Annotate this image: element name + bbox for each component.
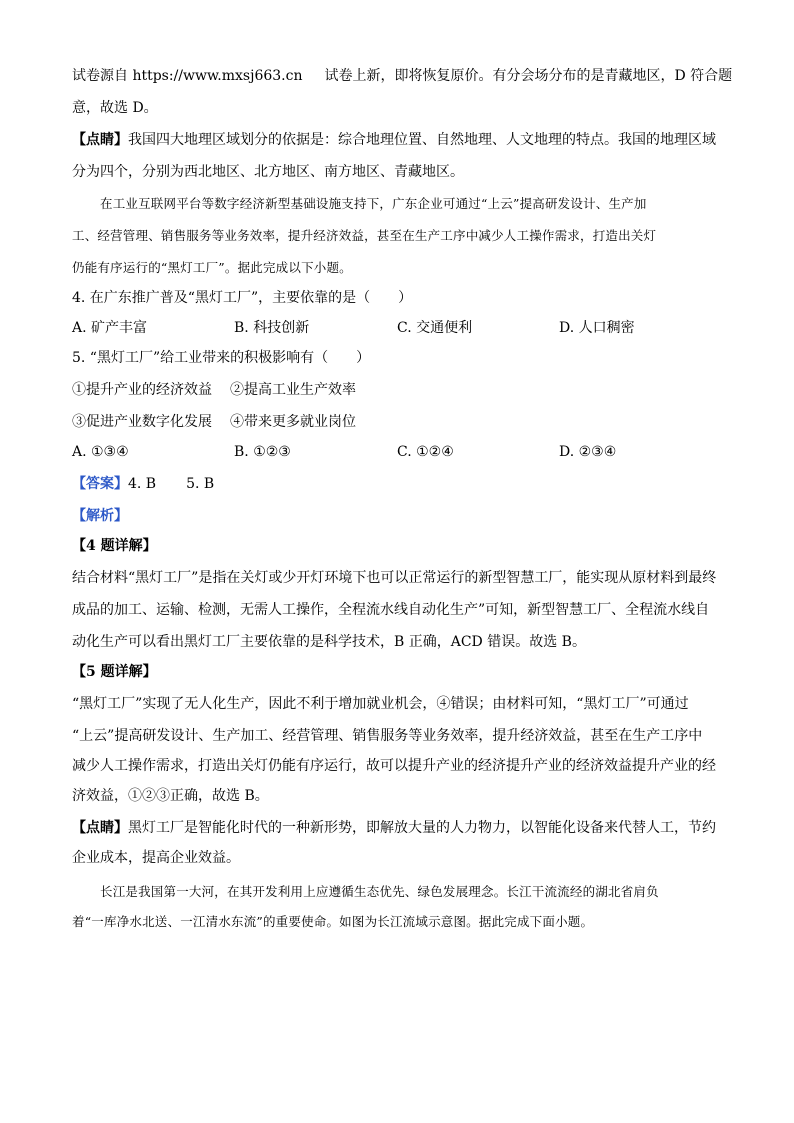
material1-line-2: 工、经营管理、销售服务等业务效率，提升经济效益，甚至在生产工序中减少人工操作需求，打造出关灯 — [72, 228, 657, 243]
detail5-line-1: “黑灯工厂”实现了无人化生产，因此不利于增加就业机会，④错误；由材料可知，“黑灯工厂”可通过 — [72, 696, 689, 712]
q5-item-3: ③促进产业数字化发展 — [72, 414, 212, 430]
note2-text-1: 黑灯工厂是智能化时代的一种新形势，即解放大量的人力物力，以智能化设备来代替人工，节约 — [128, 820, 716, 836]
q4-option-a: A. 矿产丰富 — [72, 320, 148, 336]
detail4-line-2: 成品的加工、运输、检测，无需人工操作，全程流水线自动化生产”可知，新型智慧工厂、全程流水线自 — [72, 602, 710, 618]
q5-option-a: A. ①③④ — [72, 444, 129, 460]
source-prefix: 试卷源自 — [72, 68, 133, 84]
material2-line-1: 长江是我国第一大河，在其开发利用上应遵循生态优先、绿色发展理念。长江干流流经的湖北省肩负 — [100, 884, 659, 899]
material1-line-1: 在工业互联网平台等数字经济新型基础设施支持下，广东企业可通过“上云”提高研发设计、生产加 — [100, 196, 647, 211]
detail5-line-2: “上云”提高研发设计、生产加工、经营管理、销售服务等业务效率，提升经济效益，甚至在生产工序中 — [72, 728, 703, 744]
detail5-line-3: 减少人工操作需求，打造出关灯仍能有序运行，故可以提升产业的经济提升产业的经济效益提升产业的经 — [72, 758, 716, 774]
q4-option-c: C. 交通便利 — [397, 320, 473, 336]
answer-tag: 【答案】 — [72, 476, 128, 492]
q5-item-2: ②提高工业生产效率 — [230, 382, 356, 398]
answer-4: 4. B — [128, 476, 157, 492]
note2-line-2: 企业成本，提高企业效益。 — [72, 850, 240, 866]
detail5-tag: 【5 题详解】 — [72, 664, 157, 680]
detail4-tag: 【4 题详解】 — [72, 538, 157, 554]
note2-tag: 【点睛】 — [72, 820, 128, 836]
detail4-line-3: 动化生产可以看出黑灯工厂主要依靠的是科学技术，B 正确，ACD 错误。故选 B。 — [72, 634, 586, 650]
detail5-line-4: 济效益，①②③正确，故选 B。 — [72, 788, 269, 804]
source-url-link[interactable]: https://www.mxsj663.cn — [132, 68, 303, 84]
q5-option-b: B. ①②③ — [234, 444, 291, 460]
analysis-tag: 【解析】 — [72, 508, 128, 524]
q5-option-d: D. ②③④ — [559, 444, 617, 460]
q5-items-row-2 — [72, 412, 732, 432]
header-text: 试卷上新，即将恢复原价。有分会场分布的是青藏地区，D 符合题 — [324, 68, 733, 84]
q5-item-4: ④带来更多就业岗位 — [230, 414, 356, 430]
answer-5: 5. B — [186, 476, 215, 492]
detail4-line-1: 结合材料“黑灯工厂”是指在关灯或少开灯环境下也可以正常运行的新型智慧工厂，能实现从原材料到最终 — [72, 570, 717, 586]
q4-stem: 4. 在广东推广普及“黑灯工厂”，主要依靠的是（ ） — [72, 290, 413, 306]
q5-item-1: ①提升产业的经济效益 — [72, 382, 212, 398]
material1-line-3: 仍能有序运行的“黑灯工厂”。据此完成以下小题。 — [72, 260, 352, 275]
note2-line-1 — [72, 818, 732, 838]
material2-line-2: 着“一库净水北送、一江清水东流”的重要使命。如图为长江流域示意图。据此完成下面小题。 — [72, 914, 594, 929]
q4-option-d: D. 人口稠密 — [559, 320, 635, 336]
q4-option-b: B. 科技创新 — [234, 320, 310, 336]
header-line-1 — [72, 66, 732, 86]
note1-tag: 【点睛】 — [72, 132, 128, 148]
note1-line-1 — [72, 130, 732, 150]
q5-items-row-1 — [72, 380, 732, 400]
note1-line-2: 分为四个，分别为西北地区、北方地区、南方地区、青藏地区。 — [72, 164, 464, 180]
q5-option-c: C. ①②④ — [397, 444, 454, 460]
note1-text-1: 我国四大地理区域划分的依据是：综合地理位置、自然地理、人文地理的特点。我国的地理区域 — [128, 132, 716, 148]
header-line-2: 意，故选 D。 — [72, 100, 158, 116]
answer-line — [72, 474, 732, 494]
q5-stem: 5. “黑灯工厂”给工业带来的积极影响有（ ） — [72, 350, 371, 366]
